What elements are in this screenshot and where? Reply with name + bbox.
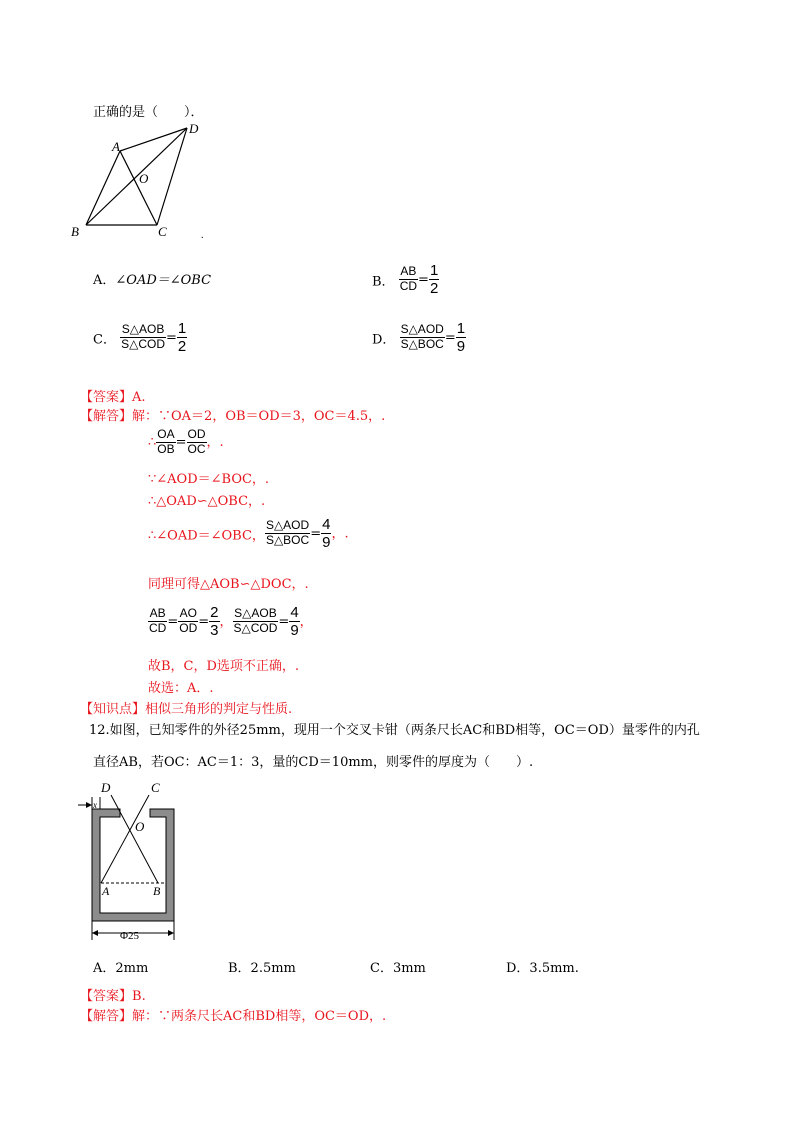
q11-knowledge-point: 【知识点】相似三角形的判定与性质.	[80, 702, 293, 717]
q11-solution-line8: 故B，C，D选项不正确，.	[148, 659, 300, 674]
q11-label-b: B	[71, 224, 79, 239]
q11-label-o: O	[139, 171, 149, 186]
q11-label-a: A	[112, 139, 120, 154]
q11-solution-line2: ∴ $\frac{OA}{OB}$ = $\frac{OD}{OC}$ ，.	[148, 427, 224, 456]
q12-solution-line1: 【解答】解：∵两条尺长AC和BD相等，OC＝OD，.	[80, 1009, 387, 1024]
svg-text:.: .	[201, 230, 204, 240]
q12-option-c[interactable]: C．3mm	[370, 961, 426, 976]
q11-solution-line4: ∴△OAD∽△OBC，.	[148, 494, 266, 509]
q12-dimension-label: Φ25	[120, 930, 140, 942]
q12-label-o: O	[135, 819, 145, 834]
q11-solution-line3: ∵∠AOD＝∠BOC，.	[148, 472, 270, 487]
q12-stem-line2: 直径AB，若OC：AC＝1：3，量的CD＝10mm，则零件的厚度为（ ）.	[93, 755, 534, 770]
q11-stem-tail: 正确的是（ ）．	[93, 105, 204, 120]
q11-solution-line1: 【解答】解：∵OA＝2，OB＝OD＝3，OC＝4.5，.	[80, 409, 386, 424]
q12-label-a: A	[102, 884, 110, 898]
q12-caliper-figure	[70, 775, 190, 945]
q12-option-a[interactable]: A．2mm	[93, 961, 149, 976]
q12-option-d[interactable]: D．3.5mm.	[506, 961, 579, 976]
q12-label-b: B	[153, 884, 161, 898]
q11-quadrilateral-figure	[68, 118, 218, 240]
q11-solution-line7: $\frac{AB}{CD}$ = $\frac{AO}{OD}$ = $\frac{2}{3}$ ， $\frac{\text{S△AOB}}{\text{S△COD}}$ = $\frac{4}{9}$ ，	[149, 604, 313, 640]
q12-label-d: D	[101, 780, 111, 795]
q12-label-c: C	[151, 780, 160, 795]
q11-solution-line9: 故选：A．.	[148, 681, 214, 696]
q12-label-x: x	[93, 800, 97, 810]
q11-answer: 【答案】A.	[80, 390, 146, 405]
q11-option-d[interactable]: D． $\frac{\text{S△AOD}}{\text{S△BOC}}$ = $\frac{1}{9}$	[372, 320, 466, 356]
q11-option-a[interactable]: A．∠OAD＝∠OBC	[93, 273, 212, 288]
q11-label-c: C	[158, 224, 167, 239]
q11-label-d: D	[189, 121, 199, 136]
q11-solution-line6: 同理可得△AOB∽△DOC，.	[148, 577, 309, 592]
q12-stem-line1: 12.如图，已知零件的外径25mm，现用一个交叉卡钳（两条尺长AC和BD相等，OC＝OD）量零件的内孔	[89, 723, 700, 738]
q12-answer: 【答案】B.	[80, 989, 146, 1004]
q11-solution-line5: ∴∠OAD＝∠OBC， $\frac{\text{S△AOD}}{\text{S△BOC}}$ = $\frac{4}{9}$ ，.	[148, 516, 349, 552]
q11-option-b[interactable]: B． $\frac{AB}{CD}$ = $\frac{1}{2}$	[372, 262, 439, 298]
q11-option-c[interactable]: C． $\frac{\text{S△AOB}}{\text{S△COD}}$ = $\frac{1}{2}$	[93, 320, 187, 356]
q12-option-b[interactable]: B．2.5mm	[228, 961, 296, 976]
